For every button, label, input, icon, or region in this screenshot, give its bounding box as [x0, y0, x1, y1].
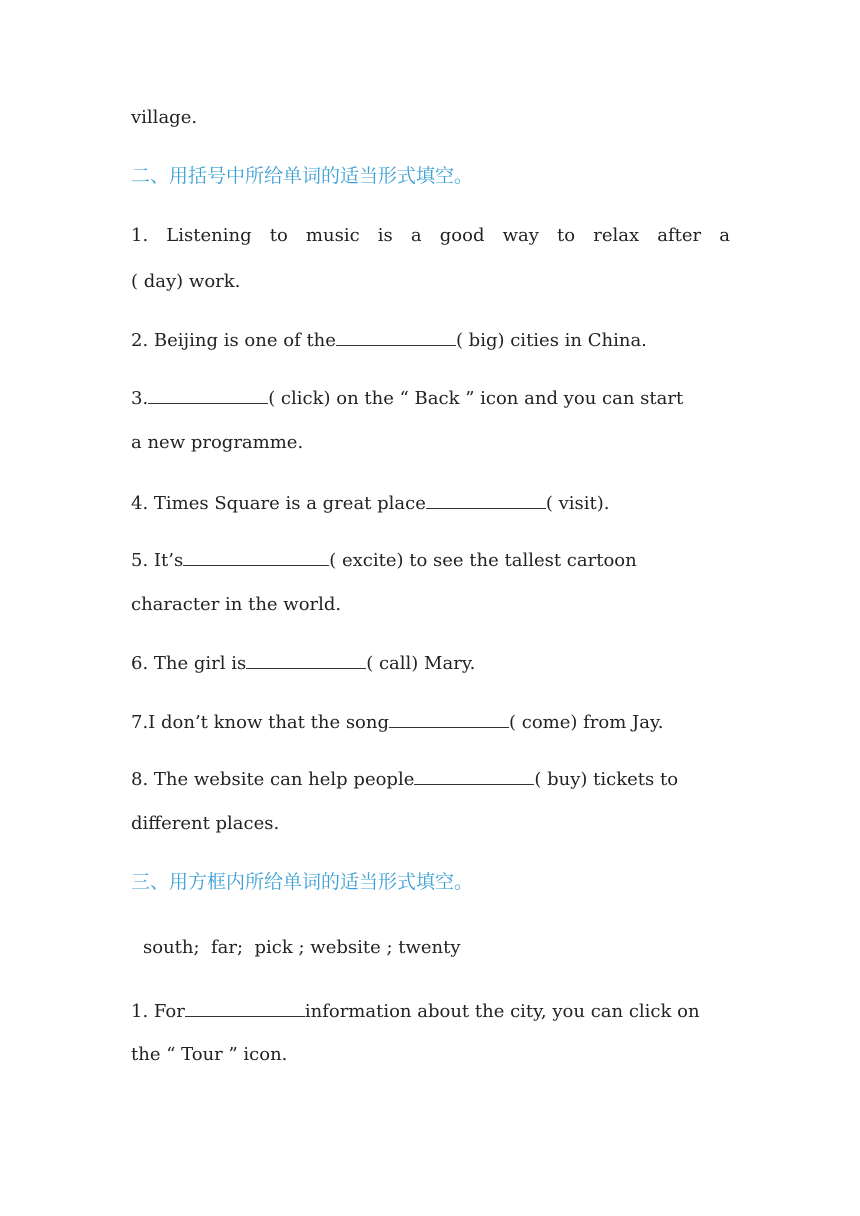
answer-blank[interactable] — [389, 709, 509, 728]
q6-text-before: 6. The girl is — [131, 653, 247, 674]
q2-text-after: ( big) cities in China. — [455, 330, 647, 351]
q5-text-before: 5. It’s — [131, 550, 184, 571]
s2-question-7 — [131, 709, 730, 735]
answer-blank[interactable] — [246, 650, 366, 669]
q2-text-before: 2. Beijing is one of the — [131, 330, 336, 351]
q8-text-after: ( buy) tickets to — [534, 769, 679, 790]
answer-blank[interactable] — [183, 547, 329, 566]
s3q1-text-after: information about the city, you can click on — [304, 1001, 700, 1022]
q4-text-after: ( visit). — [545, 493, 610, 514]
s2-question-2 — [131, 327, 730, 353]
q5-text-after: ( excite) to see the tallest cartoon — [329, 550, 637, 571]
q7-text-before: 7.I don’t know that the song — [131, 712, 390, 733]
s3-question-1 — [131, 998, 730, 1024]
q8-text-before: 8. The website can help people — [131, 769, 415, 790]
s3-q1-line2: the “ Tour ” icon. — [131, 1044, 288, 1065]
answer-blank[interactable] — [185, 998, 305, 1017]
s3q1-text-before: 1. For — [131, 1001, 185, 1022]
answer-blank[interactable] — [336, 327, 456, 346]
s2-q8-line2: different places. — [131, 813, 280, 834]
s2-question-5 — [131, 547, 730, 573]
intro-tail-text: village. — [131, 107, 198, 128]
q3-text-before: 3. — [131, 388, 149, 409]
section-2-heading: 二、用括号中所给单词的适当形式填空。 — [131, 165, 474, 187]
q6-text-after: ( call) Mary. — [366, 653, 476, 674]
s2-q3-line2: a new programme. — [131, 432, 304, 453]
answer-blank[interactable] — [426, 490, 546, 509]
word-box: south; far; pick ; website ; twenty — [143, 937, 461, 958]
s2-question-8 — [131, 766, 730, 792]
answer-blank[interactable] — [414, 766, 534, 785]
q7-text-after: ( come) from Jay. — [509, 712, 664, 733]
s2-question-4 — [131, 490, 730, 516]
q4-text-before: 4. Times Square is a great place — [131, 493, 426, 514]
s2-question-3 — [131, 385, 730, 411]
s2-q5-line2: character in the world. — [131, 594, 342, 615]
s2-q1-line1: 1. Listening to music is a good way to relax after a — [131, 225, 730, 246]
s2-q1-line2: ( day) work. — [131, 271, 241, 292]
answer-blank[interactable] — [148, 385, 268, 404]
s2-question-6 — [131, 650, 730, 676]
section-3-heading: 三、用方框内所给单词的适当形式填空。 — [131, 871, 474, 893]
q3-text-after: ( click) on the “ Back ” icon and you can start — [268, 388, 684, 409]
